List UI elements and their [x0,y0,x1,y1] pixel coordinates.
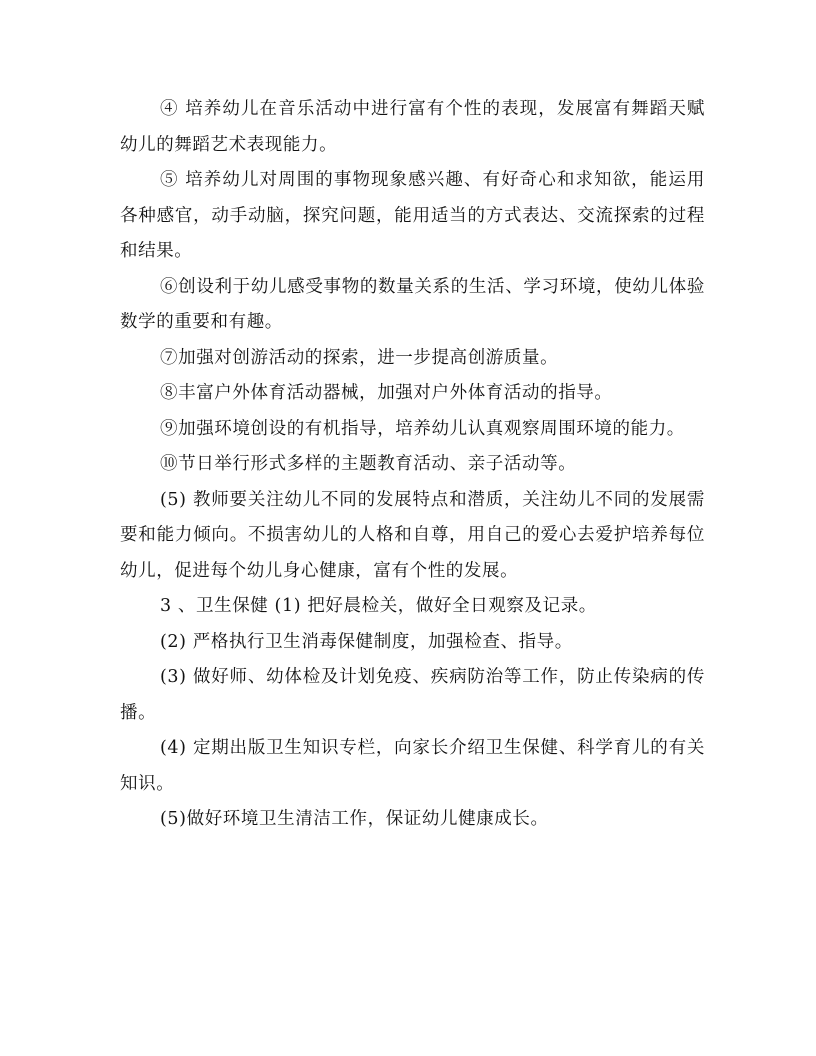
paragraph-environment-creation: ⑨加强环境创设的有机指导，培养幼儿认真观察周围环境的能力。 [160,418,685,439]
paragraph-environment-hygiene: (5)做好环境卫生清洁工作，保证幼儿健康成长。 [160,809,549,829]
paragraph-health-knowledge-column: (4) 定期出版卫生知识专栏，向家长介绍卫生保健、科学育儿的有关知识。 [120,738,705,794]
paragraph-outdoor-sports: ⑧丰富户外体育活动器械，加强对户外体育活动的指导。 [160,383,613,403]
paragraph-math-environment: ⑥创设利于幼儿感受事物的数量关系的生活、学习环境，使幼儿体验数学的重要和有趣。 [120,276,705,332]
paragraph-health-checks: (3) 做好师、幼体检及计划免疫、疾病防治等工作，防止传染病的传播。 [120,667,705,723]
paragraph-health-care-morning-check: 3 、卫生保健 (1) 把好晨检关，做好全日观察及记录。 [160,596,597,616]
paragraph-curiosity-exploration: ⑤ 培养幼儿对周围的事物现象感兴趣、有好奇心和求知欲，能运用各种感官，动手动脑，探究问题，能用适当的方式表达、交流探索的过程和结果。 [120,170,705,261]
paragraph-teacher-attention: (5) 教师要关注幼儿不同的发展特点和潜质，关注幼儿不同的发展需要和能力倾向。不损害幼儿的人格和自尊，用自己的爱心去爱护培养每位幼儿，促进每个幼儿身心健康，富有个性的发展。 [120,489,705,581]
paragraph-holiday-activities: ⑩节日举行形式多样的主题教育活动、亲子活动等。 [160,454,577,474]
paragraph-disinfection-system: (2) 严格执行卫生消毒保健制度，加强检查、指导。 [160,631,573,652]
paragraph-creative-play: ⑦加强对创游活动的探索，进一步提高创游质量。 [160,347,559,368]
document-body [120,92,705,838]
paragraph-dance-expression: ④ 培养幼儿在音乐活动中进行富有个性的表现，发展富有舞蹈天赋幼儿的舞蹈艺术表现能力。 [120,99,705,155]
